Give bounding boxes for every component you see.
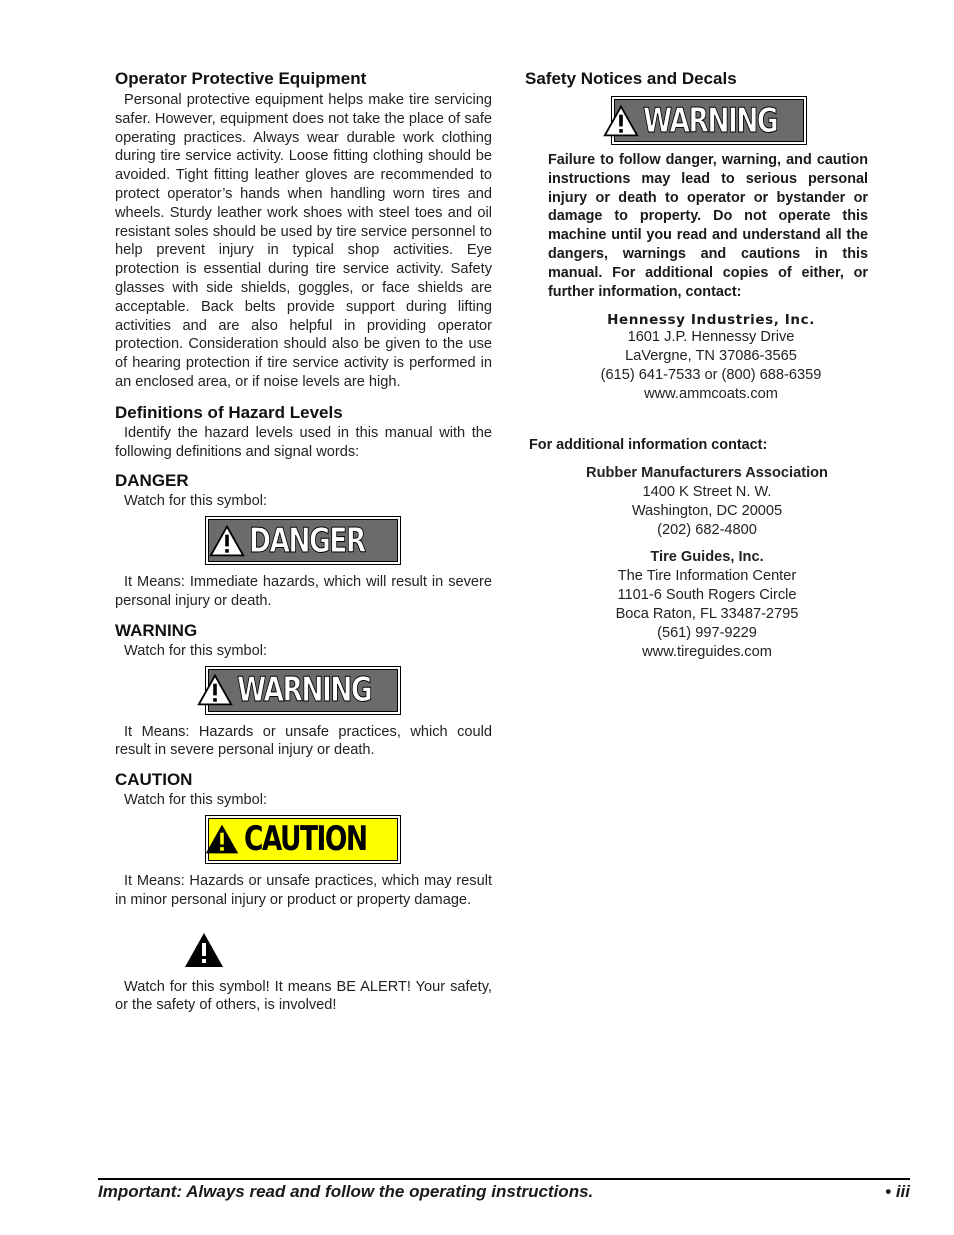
footer-text: Important: Always read and follow the operating instructions. — [98, 1182, 594, 1201]
safety-notices-heading: Safety Notices and Decals — [525, 69, 737, 88]
tireguides-phone: (561) 997-9229 — [657, 625, 757, 642]
danger-watch: Watch for this symbol: — [124, 493, 268, 510]
ppe-heading: Operator Protective Equipment — [115, 69, 367, 88]
danger-heading: DANGER — [115, 471, 189, 491]
caution-watch: Watch for this symbol: — [124, 792, 268, 809]
hennessy-address2: LaVergne, TN 37086-3565 — [625, 348, 797, 365]
hennessy-contact — [561, 328, 861, 404]
definitions-heading: Definitions of Hazard Levels — [115, 402, 343, 422]
safety-notice-text: Failure to follow danger, warning, and caution instructions may lead to serious personal injury or death to operator or bystander or damage to property. Do not operate this machine until you read and understand all the dangers, warnings and cautions in this manual. For additional copies of either, or further information, contact: — [548, 152, 868, 300]
caution-decal-word: CAUTION — [244, 819, 367, 860]
warning-triangle-icon — [209, 524, 245, 558]
warning-triangle-icon — [197, 673, 233, 707]
tireguides-contact — [557, 548, 857, 662]
hennessy-address1: 1601 J.P. Hennessy Drive — [627, 329, 795, 346]
warning-meaning: It Means: Hazards or unsafe practices, which could result in severe personal injury or death. — [115, 723, 492, 759]
danger-meaning: It Means: Immediate hazards, which will result in severe personal injury or death. — [115, 574, 492, 609]
warning-heading: WARNING — [115, 620, 198, 640]
page-number: • iii — [885, 1182, 910, 1201]
warning-decal — [205, 666, 401, 715]
right-warning-decal-word: WARNING — [643, 100, 778, 141]
hennessy-web: www.ammcoats.com — [644, 386, 778, 403]
warning-decal-word: WARNING — [237, 670, 372, 711]
rma-address1: 1400 K Street N. W. — [642, 484, 772, 501]
hennessy-phone: (615) 641-7533 or (800) 688-6359 — [600, 367, 822, 384]
warning-watch: Watch for this symbol: — [124, 642, 268, 659]
right-column — [525, 68, 870, 662]
additional-info-label: For additional information contact: — [529, 437, 768, 454]
warning-triangle-icon — [603, 104, 639, 138]
tireguides-web: www.tireguides.com — [642, 644, 772, 661]
tireguides-address2: Boca Raton, FL 33487-2795 — [615, 606, 799, 623]
rma-phone: (202) 682-4800 — [657, 522, 757, 539]
alert-triangle-icon — [184, 932, 224, 968]
caution-meaning: It Means: Hazards or unsafe practices, which may result in minor personal injury or product or property damage. — [115, 872, 492, 908]
rma-name: Rubber Manufacturers Association — [586, 465, 828, 482]
tireguides-address1: 1101-6 South Rogers Circle — [617, 587, 797, 604]
warning-triangle-icon — [204, 822, 240, 856]
ppe-body: Personal protective equipment helps make tire servicing safer. However, equipment does not take the place of safe operating practices. Always wear durable work clothing during tire service activity. Loose fitting clothing should be avoided. Tight fitting leather gloves are recommended to protect operator’s hands when handling worn tires and wheels. Sturdy leather work shoes with steel toes and oil resistant soles should be used by tire service personnel to help prevent injury in typical shop activities. Eye protection is essential during tire service activity. Safety glasses with side shields, goggles, or face shields are acceptable. Back belts provide support during lifting activities and are also helpful in providing operator protection. Consideration should also be given to the use of hearing protection if tire service activity is performed in an enclosed area, or if noise levels are high. — [115, 92, 492, 390]
rma-address2: Washington, DC 20005 — [631, 503, 783, 520]
alert-body: Watch for this symbol! It means BE ALERT! Your safety, or the safety of others, is involved! — [115, 978, 492, 1014]
footer-rule — [98, 1178, 910, 1180]
danger-decal — [205, 516, 401, 565]
danger-decal-word: DANGER — [248, 520, 365, 561]
tireguides-line1: The Tire Information Center — [617, 568, 797, 585]
footer — [98, 1181, 910, 1203]
tireguides-name: Tire Guides, Inc. — [650, 549, 764, 566]
rma-contact — [557, 464, 857, 540]
caution-decal — [205, 815, 401, 864]
hennessy-name: Hennessy Industries, Inc. — [607, 312, 815, 329]
definitions-body: Identify the hazard levels used in this manual with the following definitions and signal words: — [115, 424, 492, 460]
left-column — [115, 68, 492, 1015]
caution-heading: CAUTION — [115, 770, 193, 790]
right-warning-decal — [611, 96, 807, 145]
